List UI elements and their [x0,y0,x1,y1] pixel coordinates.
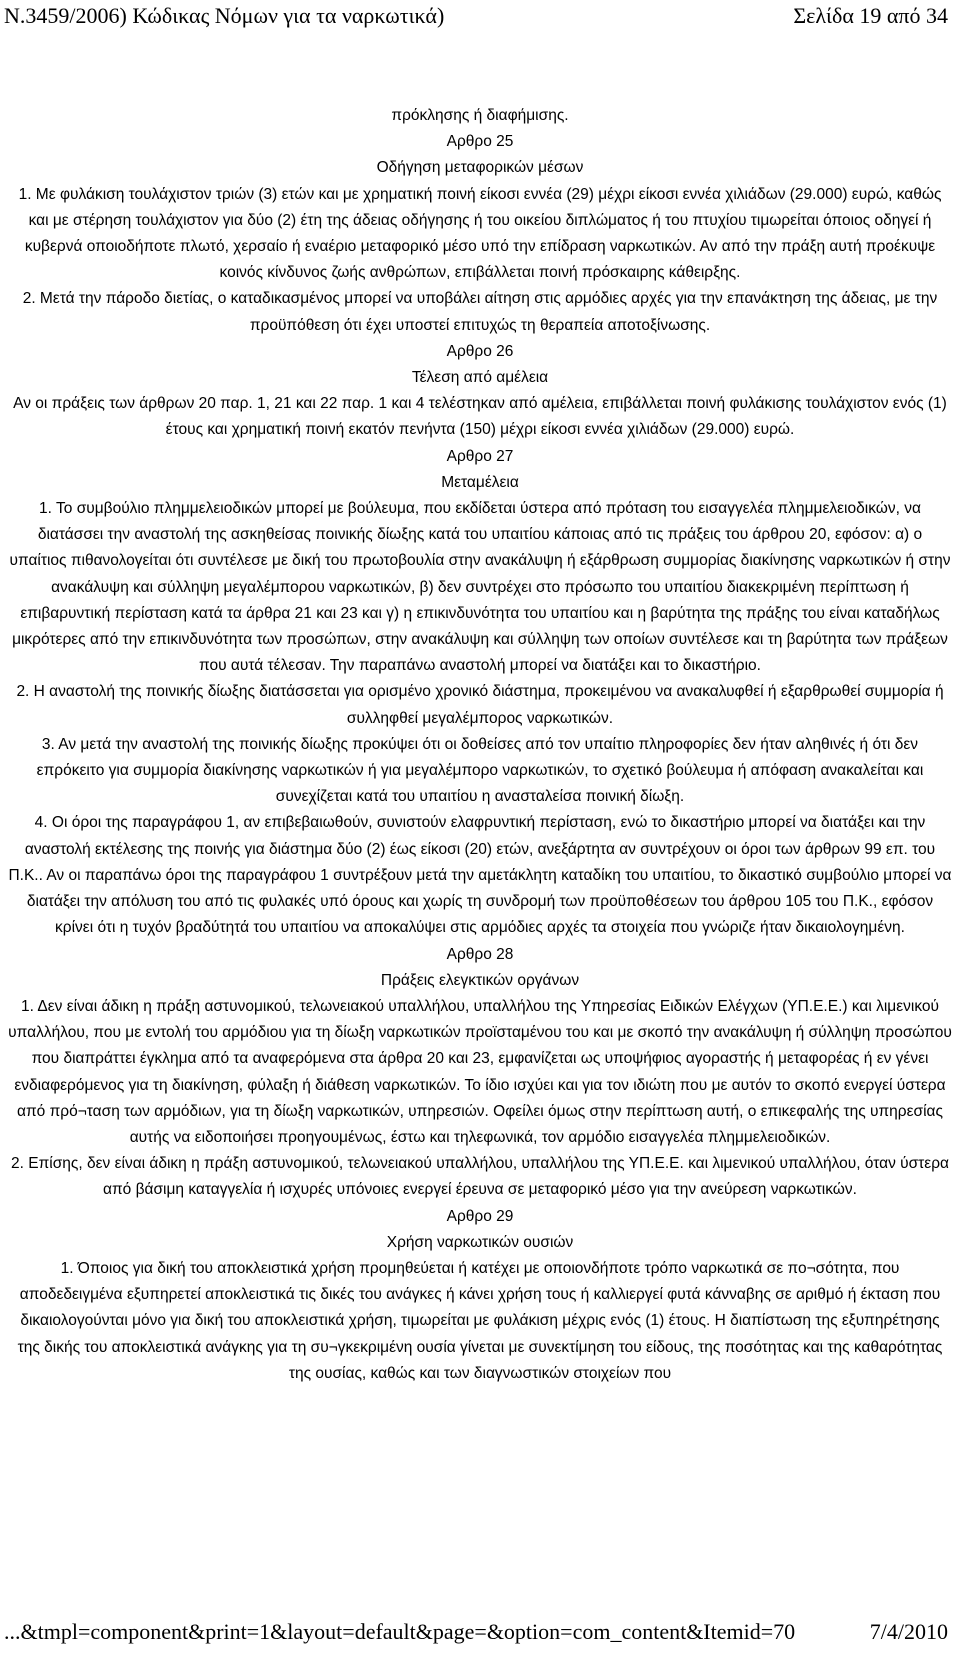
document-title: N.3459/2006) Κώδικας Νόμων για τα ναρκωτικά) [4,3,445,28]
paragraph: 1. Το συμβούλιο πλημμελειοδικών μπορεί με βούλευμα, που εκδίδεται ύστερα από πρόταση του εισαγγελέα πλημμελειοδικών, να διατάσσει την αναστολή της ασκηθείσας ποινικής δίωξης κατά του υπαιτίου κάποιας από τις πράξεις του άρθρου 20, εφόσον: α) ο υπαίτιος πιθανολογείται ότι συντέλεσε με δική του πρωτοβουλία στην ανακάλυψη ή εξάρθρωση συμμορίας διακίνησης ναρκωτικών ή στην ανακάλυψη και σύλληψη μεγαλέμπορου ναρκωτικών, β) δεν συντρέχει στο πρόσωπο του υπαιτίου διακεκριμένη περίπτωση ή επιβαρυντική περίσταση κατά τα άρθρα 21 και 23 και γ) η επικινδυνότητα του υπαιτίου και η βαρύτητα της πράξης του είναι καταδήλως μικρότερες από την επικινδυνότητα των προσώπων, στην ανακάλυψη και σύλληψη των οποίων συντέλεσε και τη βαρύτητα των πράξεων που αυτά τέλεσαν. Την παραπάνω αναστολή μπορεί να διατάξει και το δικαστήριο. [9,500,951,675]
article-body [8,103,952,1387]
paragraph: 2. Μετά την πάροδο διετίας, ο καταδικασμένος μπορεί να υποβάλει αίτηση στις αρμόδιες αρχές για την επανάκτηση της άδειας, με την προϋπόθεση ότι έχει υποστεί επιτυχώς τη θεραπεία αποτοξίνωσης. [22,290,938,334]
article-heading: Αρθρο 25 [446,133,514,151]
article-heading: Αρθρο 28 [446,945,514,963]
print-header [0,0,960,40]
article-title: Οδήγηση μεταφορικών μέσων [376,159,584,177]
article-title: Μεταμέλεια [441,473,519,491]
page-url: ...&tmpl=component&print=1&layout=default&page=&option=com_content&Itemid=70 [4,1619,796,1644]
text-line: πρόκλησης ή διαφήμισης. [391,107,569,124]
paragraph: 4. Οι όροι της παραγράφου 1, αν επιβεβαιωθούν, συνιστούν ελαφρυντική περίσταση, ενώ το δικαστήριο μπορεί να διατάξει και την αναστολή εκτέλεσης της ποινής για διάστημα δύο (2) έως είκοσι (20) ετών, ανεξάρτητα αν συντρέχουν οι όροι των άρθρων 99 επ. του Π.Κ.. Αν οι παραπάνω όροι της παραγράφου 1 συντρέξουν μετά την αμετάκλητη καταδίκη του υπαιτίου, το δικαστικό συμβούλιο μπορεί να διατάξει την απόλυση του από τις φυλακές υπό όρους και χωρίς τη συνδρομή των προϋποθέσεων του άρθρου 105 του Π.Κ., εφόσον κρίνει ότι η τυχόν βραδύτητά του υπαιτίου να αποκαλύψει στις αρμόδιες αρχές τα στοιχεία που γνώριζε ήταν δικαιολογημένη. [8,814,952,937]
article-title: Χρήση ναρκωτικών ουσιών [386,1233,574,1251]
article-title: Τέλεση από αμέλεια [411,369,549,387]
page-number: Σελίδα 19 από 34 [793,3,948,28]
paragraph: 2. Η αναστολή της ποινικής δίωξης διατάσσεται για ορισμένο χρονικό διάστημα, προκειμένου να ανακαλυφθεί ή εξαρθρωθεί συμμορία ή συλληφθεί μεγαλέμπορος ναρκωτικών. [16,683,944,727]
article-heading: Αρθρο 27 [446,447,514,465]
paragraph: 1. Με φυλάκιση τουλάχιστον τριών (3) ετών και με χρηματική ποινή είκοσι εννέα (29) μέχρι είκοσι εννέα χιλιάδων (29.000) ευρώ, καθώς και με στέρηση τουλάχιστον για δύο (2) έτη της άδειας οδήγησης ή του οικείου διπλώματος ή του πτυχίου τιμωρείται όποιος οδηγεί ή κυβερνά οποιοδήποτε πλωτό, χερσαίο ή εναέριο μεταφορικό μέσο υπό την επίδραση ναρκωτικών. Αν από την πράξη αυτή προέκυψε κοινός κίνδυνος ζωής ανθρώπων, επιβάλλεται ποινή πρόσκαιρης κάθειρξης. [18,185,942,282]
article-heading: Αρθρο 26 [446,342,514,360]
article-heading: Αρθρο 29 [446,1207,514,1225]
print-date: 7/4/2010 [869,1619,948,1644]
paragraph: Αν οι πράξεις των άρθρων 20 παρ. 1, 21 και 22 παρ. 1 και 4 τελέστηκαν από αμέλεια, επιβάλλεται ποινή φυλάκισης τουλάχιστον ενός (1) έτους και χρηματική ποινή εκατόν πενήντα (150) μέχρι είκοσι εννέα χιλιάδων (29.000) ευρώ. [13,395,947,439]
paragraph: 1. Δεν είναι άδικη η πράξη αστυνομικού, τελωνειακού υπαλλήλου, υπαλλήλου της Υπηρεσίας Ειδικών Ελέγχων (ΥΠ.Ε.Ε.) και λιμενικού υπαλλήλου, που με εντολή του αρμόδιου για τη δίωξη ναρκωτικών προϊσταμένου του και με σκοπό την ανακάλυψη ή σύλληψη προσώπου που διαπράττει έγκλημα από τα αναφερόμενα στα άρθρα 20 και 23, εμφανίζεται ως υποψήφιος αγοραστής ή μεταφορέας ή εν γένει ενδιαφερόμενος για τη διακίνηση, φύλαξη ή διάθεση ναρκωτικών. Το ίδιο ισχύει και για τον ιδιώτη που με αυτόν το σκοπό ενεργεί ύστερα από πρό¬ταση των αρμόδιων, για τη δίωξη ναρκωτικών, υπηρεσιών. Οφείλει όμως στην περίπτωση αυτή, ο επικεφαλής της υπηρεσίας αυτής να ειδοποιήσει προηγουμένως, έστω και τηλεφωνικά, τον αρμόδιο εισαγγελέα πλημμελειοδικών. [8,997,952,1146]
paragraph: 3. Αν μετά την αναστολή της ποινικής δίωξης προκύψει ότι οι δοθείσες από τον υπαίτιο πληροφορίες δεν ήταν αληθινές ή ότι δεν επρόκειτο για συμμορία διακίνησης ναρκωτικών ή για μεγαλέμπορο ναρκωτικών, το σχετικό βούλευμα ή απόφαση ανακαλείται και συνεχίζεται κατά του υπαιτίου η ανασταλείσα ποινική δίωξη. [36,735,924,806]
paragraph: 2. Επίσης, δεν είναι άδικη η πράξη αστυνομικού, τελωνειακού υπαλλήλου, υπαλλήλου της ΥΠ.Ε.Ε. και λιμενικού υπαλλήλου, όταν ύστερα από βάσιμη καταγγελία ή ισχυρές υπόνοιες ενεργεί έρευνα σε μεταφορικό μέσο για την ανεύρεση ναρκωτικών. [11,1155,949,1199]
print-footer [0,1618,960,1648]
paragraph: 1. Όποιος για δική του αποκλειστικά χρήση προμηθεύεται ή κατέχει με οποιονδήποτε τρόπο ναρκωτικά σε πο¬σότητα, που αποδεδειγμένα εξυπηρετεί αποκλειστικά τις δικές του ανάγκες ή κάνει χρήση τους ή καλλιεργεί φυτά κάνναβης σε αριθμό ή έκταση που δικαιολογούνται μόνο για δική του αποκλειστικά χρήση, τιμωρείται με φυλάκιση μέχρις ενός (1) έτους. Η διαπίστωση της εξυπηρέτησης της δικής του αποκλειστικά ανάγκης για τη συ¬γκεκριμένη ουσία γίνεται με συνεκτίμηση του είδους, της ποσότητας και της καθαρότητας της ουσίας, καθώς και των διαγνωστικών στοιχείων που [17,1259,943,1382]
article-title: Πράξεις ελεγκτικών οργάνων [380,971,580,989]
